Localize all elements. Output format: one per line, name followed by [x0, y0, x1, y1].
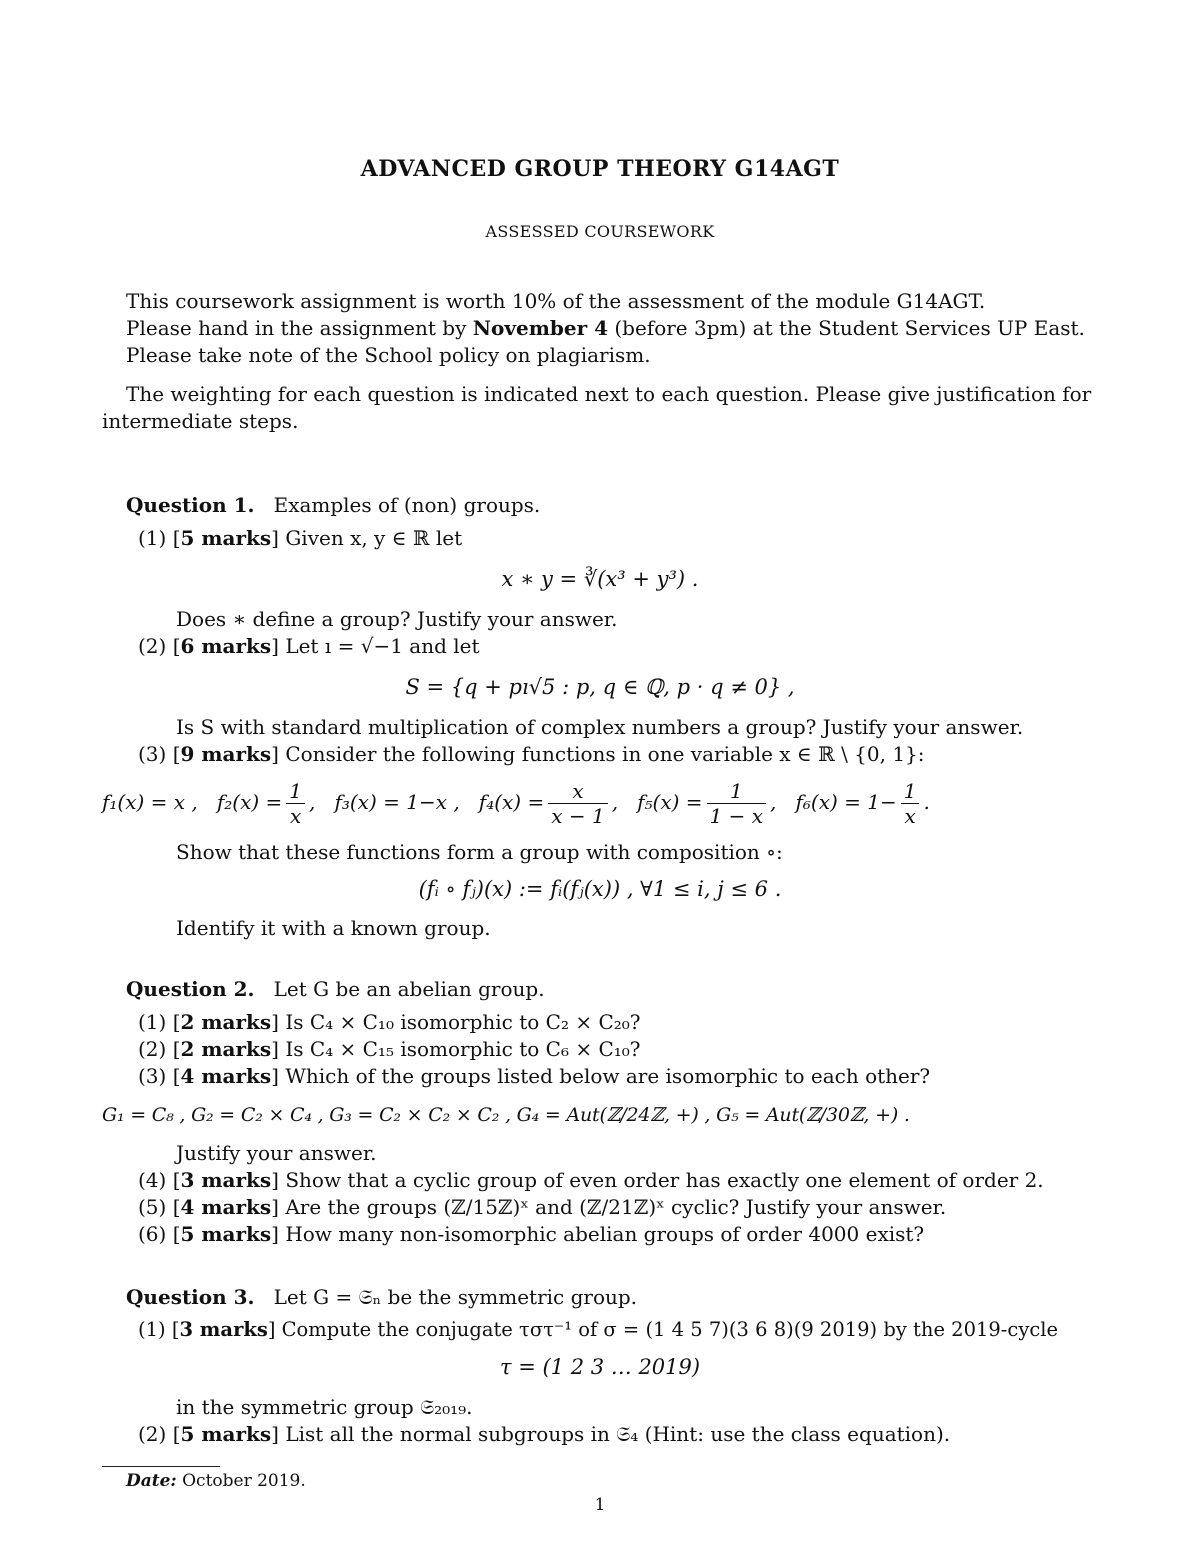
question-2-header [126, 976, 545, 1002]
q3-part-1-context: in the symmetric group 𝔖₂₀₁₉. [176, 1395, 473, 1419]
q3-part-1-marks: 3 marks [179, 1318, 268, 1341]
q2-part-1-number: (1) [ [138, 1010, 181, 1034]
q2-part-4-marks: 3 marks [180, 1168, 272, 1192]
q1-part-2-marks: 6 marks [180, 634, 272, 658]
function-f6-fraction [901, 779, 920, 828]
footnote-rule [102, 1466, 220, 1467]
q3-part-1-number: (1) [ [138, 1318, 180, 1341]
question-1-heading: Question 1. [126, 493, 255, 517]
q1-part-3-text: ] Consider the following functions in one variable x ∈ ℝ \ {0, 1}: [271, 742, 925, 766]
question-1-title: Examples of (non) groups. [273, 493, 541, 517]
function-f5-denominator: 1 − x [709, 804, 764, 828]
q3-part-2-marks: 5 marks [180, 1422, 272, 1446]
q2-part-4-text: ] Show that a cyclic group of even order has exactly one element of order 2. [271, 1168, 1044, 1192]
function-f5-numerator: 1 [707, 779, 766, 804]
page-number: 1 [594, 1495, 606, 1515]
question-3-title: Let G = 𝔖ₙ be the symmetric group. [273, 1285, 638, 1309]
q2-part-6-marks: 5 marks [180, 1222, 272, 1246]
q2-part-1-text: ] Is C₄ × C₁₀ isomorphic to C₂ × C₂₀? [271, 1010, 641, 1034]
document-title: ADVANCED GROUP THEORY G14AGT [360, 156, 840, 182]
intro-line-2-post: (before 3pm) at the Student Services UP East. [608, 316, 1085, 340]
q2-part-5-number: (5) [ [138, 1195, 181, 1219]
q2-part-3-justify: Justify your answer. [176, 1141, 377, 1165]
q3-part-2-text: ] List all the normal subgroups in 𝔖₄ (Hint: use the class equation). [271, 1422, 951, 1446]
q2-groups-equation: G₁ = C₈ , G₂ = C₂ × C₄ , G₃ = C₂ × C₂ × C₂ , G₄ = Aut(ℤ/24ℤ, +) , G₅ = Aut(ℤ/30ℤ, +) . [102, 1104, 910, 1126]
q2-part-5 [138, 1194, 946, 1220]
function-f4-denominator: x − 1 [551, 804, 605, 828]
question-3-heading: Question 3. [126, 1285, 255, 1309]
q2-part-6 [138, 1221, 924, 1247]
question-1-header [126, 492, 540, 518]
q2-part-4-number: (4) [ [138, 1168, 181, 1192]
q1-part-2-text: ] Let ı = √−1 and let [271, 634, 480, 658]
q1-part-2-equation: S = {q + pı√5 : p, q ∈ ℚ, p · q ≠ 0} , [405, 675, 795, 699]
q1-part-1-equation: x ∗ y = ∛(x³ + y³) . [501, 567, 699, 591]
q2-part-4 [138, 1167, 1044, 1193]
q3-part-2-number: (2) [ [138, 1422, 181, 1446]
q1-part-1-text: ] Given x, y ∈ ℝ let [271, 526, 463, 550]
function-f6-lhs: f₆(x) = 1− [795, 790, 897, 814]
q2-part-3-number: (3) [ [138, 1064, 181, 1088]
function-f2-fraction [286, 779, 305, 828]
q1-part-1-marks: 5 marks [180, 526, 272, 550]
footnote-date [126, 1468, 306, 1494]
footnote-date-text: October 2019. [176, 1471, 306, 1491]
q1-functions-line [102, 776, 930, 828]
q1-part-3-number: (3) [ [138, 742, 181, 766]
q1-part-2-question: Is S with standard multiplication of complex numbers a group? Justify your answer. [176, 715, 1024, 739]
function-f6-denominator: x [904, 804, 916, 828]
function-f4-numerator: x [548, 779, 607, 804]
q2-part-3 [138, 1063, 930, 1089]
q1-part-3-question: Show that these functions form a group with composition ∘: [176, 840, 783, 864]
function-f5-lhs: f₅(x) = [637, 790, 703, 814]
q2-part-1 [138, 1009, 641, 1035]
q1-part-3 [138, 741, 925, 767]
q3-part-2 [138, 1421, 950, 1447]
q1-part-1 [138, 525, 462, 551]
q1-part-3-identify: Identify it with a known group. [176, 916, 491, 940]
q1-part-1-number: (1) [ [138, 526, 181, 550]
function-f6: f₆(x) = 1− $\frac{1}{x}$ . [795, 779, 930, 828]
q3-part-1 [138, 1317, 1058, 1343]
function-f3: f₃(x) = 1−x , [334, 790, 460, 814]
footnote-date-label: Date: [126, 1471, 177, 1491]
q3-part-1-equation: τ = (1 2 3 … 2019) [499, 1355, 701, 1379]
function-f4-fraction [548, 779, 607, 828]
function-f5: f₅(x) = $\frac{1}{1 - x}$ , [637, 779, 777, 828]
q2-part-6-number: (6) [ [138, 1222, 181, 1246]
q2-part-2-number: (2) [ [138, 1037, 181, 1061]
function-f1: f₁(x) = x , [102, 790, 198, 814]
question-2-title: Let G be an abelian group. [273, 977, 545, 1001]
function-f2-denominator: x [290, 804, 302, 828]
q1-part-2-number: (2) [ [138, 634, 181, 658]
function-f2: f₂(x) = $\frac{1}{x}$ , [216, 779, 316, 828]
function-f6-numerator: 1 [901, 779, 920, 804]
function-f2-numerator: 1 [286, 779, 305, 804]
q1-part-3-equation: (fᵢ ∘ fⱼ)(x) := fᵢ(fⱼ(x)) , ∀1 ≤ i, j ≤ 6 . [418, 877, 782, 901]
q2-part-2 [138, 1036, 641, 1062]
intro-line-4: The weighting for each question is indicated next to each question. Please give justification for [126, 382, 1092, 406]
function-f4: f₄(x) = $\frac{x}{x - 1}$ , [478, 779, 619, 828]
q2-part-5-marks: 4 marks [180, 1195, 272, 1219]
q2-part-2-marks: 2 marks [180, 1037, 272, 1061]
q2-part-5-text: ] Are the groups (ℤ/15ℤ)ˣ and (ℤ/21ℤ)ˣ cyclic? Justify your answer. [271, 1195, 947, 1219]
q1-part-3-marks: 9 marks [180, 742, 272, 766]
document-subtitle: ASSESSED COURSEWORK [485, 222, 715, 241]
question-3-header [126, 1284, 637, 1310]
q2-part-1-marks: 2 marks [180, 1010, 272, 1034]
intro-line-5: intermediate steps. [102, 409, 299, 433]
q2-part-2-text: ] Is C₄ × C₁₅ isomorphic to C₆ × C₁₀? [271, 1037, 641, 1061]
q3-part-1-text: ] Compute the conjugate τστ⁻¹ of σ = (1 4 5 7)(3 6 8)(9 2019) by the 2019-cycle [267, 1318, 1059, 1341]
q2-part-3-text: ] Which of the groups listed below are isomorphic to each other? [271, 1064, 931, 1088]
intro-line-2-pre: Please hand in the assignment by [126, 316, 473, 340]
question-2-heading: Question 2. [126, 977, 255, 1001]
function-f5-fraction [707, 779, 766, 828]
q1-part-2 [138, 633, 480, 659]
intro-line-2 [126, 315, 1085, 341]
q2-part-6-text: ] How many non-isomorphic abelian groups of order 4000 exist? [271, 1222, 925, 1246]
intro-line-3: Please take note of the School policy on plagiarism. [126, 343, 651, 367]
q2-part-3-marks: 4 marks [180, 1064, 272, 1088]
q1-part-1-question: Does ∗ define a group? Justify your answer. [176, 607, 618, 631]
function-f4-lhs: f₄(x) = [478, 790, 545, 814]
intro-line-1: This coursework assignment is worth 10% of the assessment of the module G14AGT. [126, 289, 986, 313]
deadline-date: November 4 [472, 316, 608, 340]
function-f2-lhs: f₂(x) = [216, 790, 283, 814]
